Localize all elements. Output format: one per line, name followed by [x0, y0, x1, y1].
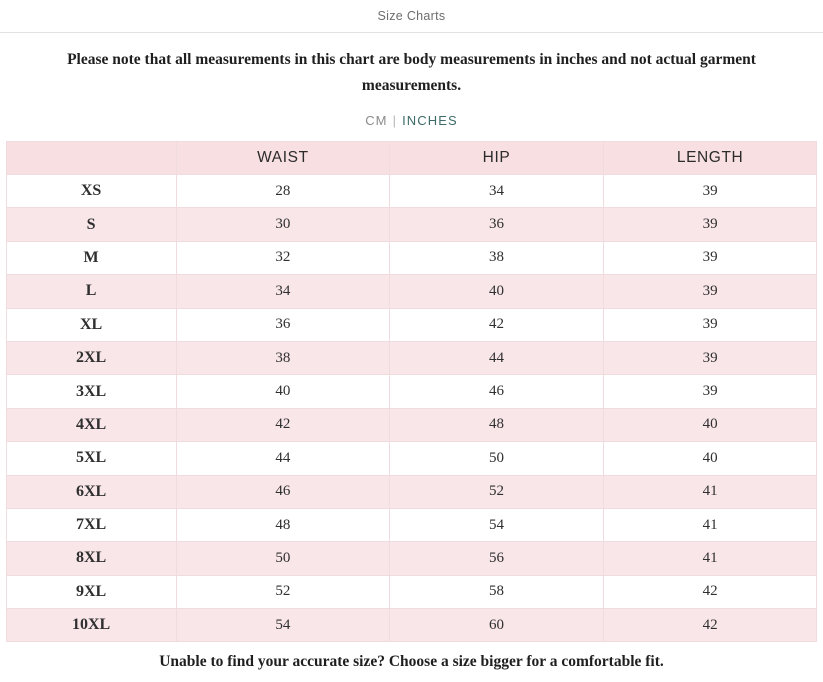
cell-size: 9XL: [6, 575, 176, 608]
cell-hip: 50: [390, 442, 604, 475]
cell-waist: 32: [176, 241, 390, 274]
cell-waist: 28: [176, 175, 390, 208]
cell-hip: 38: [390, 241, 604, 274]
table-row: [6, 408, 817, 441]
cell-waist: 34: [176, 275, 390, 308]
cell-hip: 54: [390, 508, 604, 541]
cell-size: 2XL: [6, 341, 176, 374]
cell-hip: 46: [390, 375, 604, 408]
unit-option-inches[interactable]: INCHES: [402, 113, 458, 128]
unit-option-cm[interactable]: CM: [365, 113, 388, 128]
cell-size: XS: [6, 175, 176, 208]
cell-size: 10XL: [6, 609, 176, 642]
column-header-length: LENGTH: [603, 142, 817, 175]
page-header: [0, 0, 823, 33]
table-body: [6, 175, 817, 642]
table-row: [6, 275, 817, 308]
cell-hip: 36: [390, 208, 604, 241]
cell-hip: 56: [390, 542, 604, 575]
cell-length: 41: [603, 508, 817, 541]
cell-hip: 48: [390, 408, 604, 441]
cell-size: 3XL: [6, 375, 176, 408]
cell-length: 42: [603, 609, 817, 642]
table-row: [6, 508, 817, 541]
size-chart-table: [6, 141, 818, 642]
cell-waist: 30: [176, 208, 390, 241]
cell-waist: 50: [176, 542, 390, 575]
cell-waist: 54: [176, 609, 390, 642]
cell-length: 39: [603, 208, 817, 241]
cell-length: 40: [603, 442, 817, 475]
cell-hip: 40: [390, 275, 604, 308]
table-header: [6, 142, 817, 175]
column-header-size: [6, 142, 176, 175]
cell-waist: 40: [176, 375, 390, 408]
cell-size: 4XL: [6, 408, 176, 441]
cell-size: 8XL: [6, 542, 176, 575]
table-row: [6, 341, 817, 374]
cell-waist: 48: [176, 508, 390, 541]
cell-length: 41: [603, 542, 817, 575]
cell-waist: 42: [176, 408, 390, 441]
table-row: [6, 308, 817, 341]
cell-size: 6XL: [6, 475, 176, 508]
cell-size: S: [6, 208, 176, 241]
table-row: [6, 442, 817, 475]
column-header-waist: WAIST: [176, 142, 390, 175]
unit-toggle[interactable]: [0, 113, 823, 128]
footer-note: Unable to find your accurate size? Choose a size bigger for a comfortable fit.: [159, 653, 664, 671]
cell-length: 39: [603, 308, 817, 341]
cell-size: 7XL: [6, 508, 176, 541]
table-header-row: [6, 142, 817, 175]
table-row: [6, 375, 817, 408]
cell-hip: 52: [390, 475, 604, 508]
cell-length: 39: [603, 175, 817, 208]
page-title: Size Charts: [377, 9, 446, 23]
cell-size: XL: [6, 308, 176, 341]
cell-hip: 34: [390, 175, 604, 208]
cell-length: 42: [603, 575, 817, 608]
cell-size: 5XL: [6, 442, 176, 475]
table-row: [6, 208, 817, 241]
table-row: [6, 475, 817, 508]
cell-waist: 46: [176, 475, 390, 508]
cell-hip: 60: [390, 609, 604, 642]
table-row: [6, 241, 817, 274]
table-row: [6, 175, 817, 208]
cell-size: L: [6, 275, 176, 308]
cell-length: 40: [603, 408, 817, 441]
table-row: [6, 575, 817, 608]
cell-length: 39: [603, 275, 817, 308]
cell-size: M: [6, 241, 176, 274]
cell-waist: 38: [176, 341, 390, 374]
cell-hip: 42: [390, 308, 604, 341]
table-row: [6, 609, 817, 642]
cell-waist: 52: [176, 575, 390, 608]
cell-length: 39: [603, 375, 817, 408]
cell-length: 39: [603, 341, 817, 374]
measurement-note: Please note that all measurements in this chart are body measurements in inches and not actual garment measurements.: [67, 51, 756, 94]
table-row: [6, 542, 817, 575]
cell-length: 39: [603, 241, 817, 274]
cell-hip: 58: [390, 575, 604, 608]
cell-length: 41: [603, 475, 817, 508]
cell-hip: 44: [390, 341, 604, 374]
cell-waist: 36: [176, 308, 390, 341]
column-header-hip: HIP: [390, 142, 604, 175]
unit-separator: |: [392, 113, 398, 128]
cell-waist: 44: [176, 442, 390, 475]
